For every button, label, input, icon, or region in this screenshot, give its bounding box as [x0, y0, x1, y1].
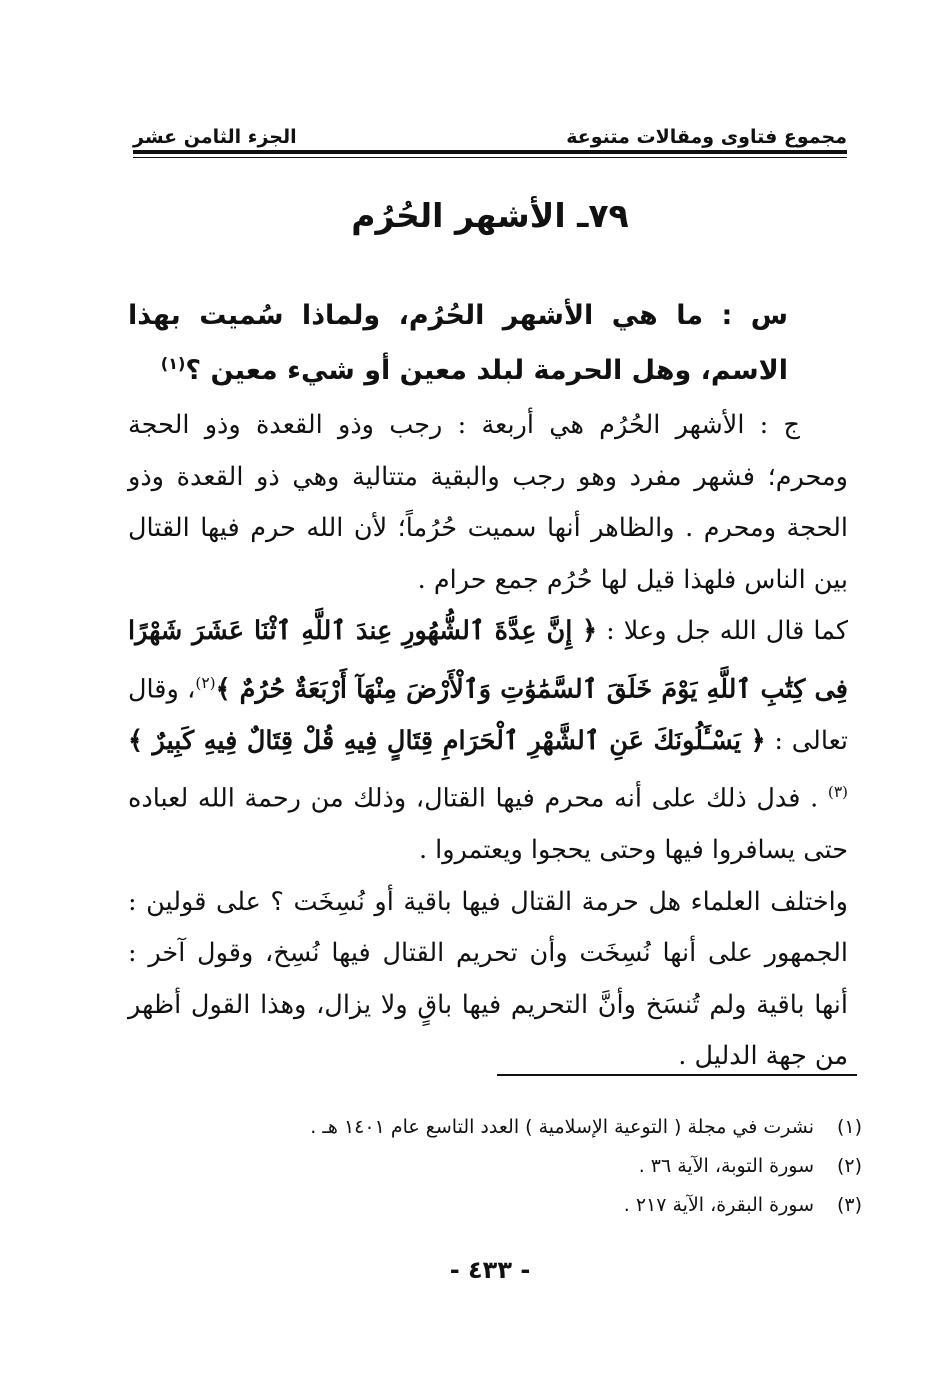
verse-transition: ، وقال تعالى :: [128, 674, 848, 756]
book-title: مجموع فتاوى ومقالات متنوعة: [566, 126, 847, 148]
question-text: ما هي الأشهر الحُرُم، ولماذا سُميت بهذا الاسم، وهل الحرمة لبلد معين أو شيء معين ؟: [128, 300, 788, 386]
verse-intro: كما قال الله جل وعلا :: [606, 616, 848, 646]
footnote-number: (٢): [836, 1155, 862, 1177]
question-label: س :: [721, 300, 788, 331]
volume-label: الجزء الثامن عشر: [133, 126, 297, 148]
footnotes: [150, 1108, 862, 1225]
quran-verse-2: ﴿ يَسْـَٔلُونَكَ عَنِ ٱلشَّهْرِ ٱلْحَرَامِ قِتَالٍ فِيهِ قُلْ قِتَالٌ فِيهِ كَبِيرٌ ﴾: [128, 725, 766, 756]
footnote-ref-1: (١): [160, 354, 186, 373]
answer-paragraph-3: واختلف العلماء هل حرمة القتال فيها باقية أو نُسِخَت ؟ على قولين : الجمهور على أنها نُسِخَت وأن تحريم القتال فيها نُسِخ، وقول آخر : أنها باقية ولم تُنسَخ وأنَّ التحريم فيها باقٍ ولا يزال، وهذا القول أظهر من جهة الدليل .: [128, 886, 848, 1071]
header-rule-thin: [133, 157, 847, 158]
answer-block: [128, 400, 848, 1083]
running-header: [133, 112, 847, 148]
answer-label: ج :: [759, 410, 800, 440]
answer-paragraph-2: [128, 606, 848, 877]
footnote-number: (٣): [836, 1194, 862, 1216]
answer-text-1: الأشهر الحُرُم هي أربعة : رجب وذو القعدة وذو الحجة ومحرم؛ فشهر مفرد وهو رجب والبقية متتالية وهي ذو القعدة وذو الحجة ومحرم . والظاهر أنها سميت حُرُماً؛ لأن الله حرم فيها القتال بين الناس فلهذا قيل لها حُرُم جمع حرام .: [128, 410, 848, 595]
footnote-item: [150, 1108, 862, 1147]
footnote-number: (١): [836, 1116, 862, 1138]
page-number: - ٤٣٣ -: [449, 1256, 531, 1284]
header-rule-thick: [133, 150, 847, 154]
footnote-text: نشرت في مجلة ( التوعية الإسلامية ) العدد التاسع عام ١٤٠١ هـ .: [310, 1116, 814, 1138]
footnote-separator: [497, 1074, 857, 1076]
footnote-ref-2: (٢): [195, 673, 216, 692]
section-title: ٧٩ـ الأشهر الحُرُم: [351, 196, 629, 235]
footnote-item: [150, 1147, 862, 1186]
question-block: [128, 292, 788, 395]
footnote-item: [150, 1186, 862, 1225]
footnote-ref-3: (٣): [827, 783, 848, 801]
answer-paragraph-1: [128, 400, 848, 606]
footnote-text: سورة التوبة، الآية ٣٦ .: [638, 1155, 814, 1177]
quran-verse-1: ﴿ إِنَّ عِدَّةَ ٱلشُّهُورِ عِندَ ٱللَّهِ ٱثْنَا عَشَرَ شَهْرًا فِى كِتَٰبِ ٱللَّهِ يَوْمَ خَلَقَ ٱلسَّمَٰوَٰتِ وَٱلْأَرْضَ مِنْهَآ أَرْبَعَةٌ حُرُمٌ ﴾: [128, 616, 849, 704]
footnote-text: سورة البقرة، الآية ٢١٧ .: [623, 1194, 814, 1216]
answer-text-2: . فدل ذلك على أنه محرم فيها القتال، وذلك من رحمة الله لعباده حتى يسافروا فيها وحتى يحجوا ويعتمروا .: [128, 783, 848, 865]
